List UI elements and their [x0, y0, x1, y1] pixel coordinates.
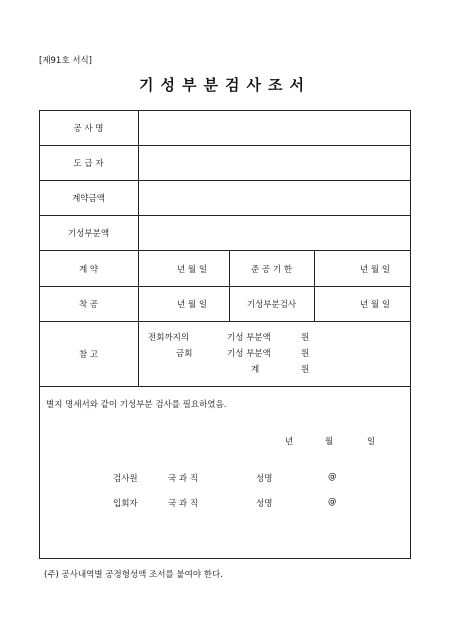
inspector-seal: @ — [328, 472, 337, 482]
witness-org: 국 과 직 — [168, 499, 199, 509]
table-border-left — [39, 110, 40, 559]
label-partial-inspection: 기성부분검사 — [246, 300, 297, 310]
row-divider — [39, 145, 411, 146]
page-title: 기성부분검사조서 — [139, 76, 311, 94]
ref-this-unit: 원 — [301, 349, 310, 359]
inspector-org: 국 과 직 — [168, 474, 199, 484]
label-start-date: 착 공 — [78, 300, 99, 310]
footer-note: (주) 공사내역별 공정형성액 조서를 붙여야 한다. — [44, 570, 223, 580]
ref-previous-unit: 원 — [301, 333, 310, 343]
form-number: [제91호 서식] — [39, 56, 92, 66]
label-contract-amount: 계약금액 — [72, 194, 105, 204]
row-divider — [39, 180, 411, 181]
witness-name-label: 성명 — [256, 499, 273, 509]
label-reference: 참 고 — [78, 350, 99, 360]
table-border-bottom — [39, 558, 411, 559]
label-contract-date: 계 약 — [78, 265, 99, 275]
inspection-statement: 별지 명세서와 같이 기성부분 검사를 필요하였음. — [46, 400, 227, 410]
label-project-name: 공 사 명 — [73, 124, 104, 134]
label-completion-deadline: 준 공 기 한 — [251, 265, 292, 275]
table-border-top — [39, 110, 411, 111]
contract-date-value: 년 월 일 — [177, 265, 208, 275]
partial-inspection-value: 년 월 일 — [360, 300, 391, 310]
mid-column-divider — [229, 250, 230, 321]
row-divider — [39, 286, 411, 287]
label-contractor: 도 급 자 — [73, 159, 104, 169]
row-divider — [39, 215, 411, 216]
row-divider — [39, 321, 411, 322]
ref-this-label: 금회 — [176, 349, 193, 359]
ref-total-unit: 원 — [301, 365, 310, 375]
date-day: 일 — [367, 437, 376, 447]
start-date-value: 년 월 일 — [177, 300, 208, 310]
label-column-divider — [138, 110, 139, 386]
inspector-label: 검사원 — [113, 474, 138, 484]
table-border-right — [410, 110, 411, 559]
row-divider — [39, 386, 411, 387]
completion-deadline-value: 년 월 일 — [360, 265, 391, 275]
witness-seal: @ — [328, 497, 337, 507]
mid-column-divider — [314, 250, 315, 321]
ref-total-label: 계 — [251, 365, 260, 375]
ref-previous-label: 전회까지의 — [148, 333, 190, 343]
ref-previous-amount: 기성 부분액 — [227, 333, 271, 343]
ref-this-amount: 기성 부분액 — [227, 349, 271, 359]
label-completed-amount: 기성부분액 — [67, 229, 110, 239]
inspector-name-label: 성명 — [256, 474, 273, 484]
date-year: 년 — [285, 437, 294, 447]
row-divider — [39, 250, 411, 251]
date-month: 월 — [325, 437, 334, 447]
witness-label: 입회자 — [113, 499, 138, 509]
